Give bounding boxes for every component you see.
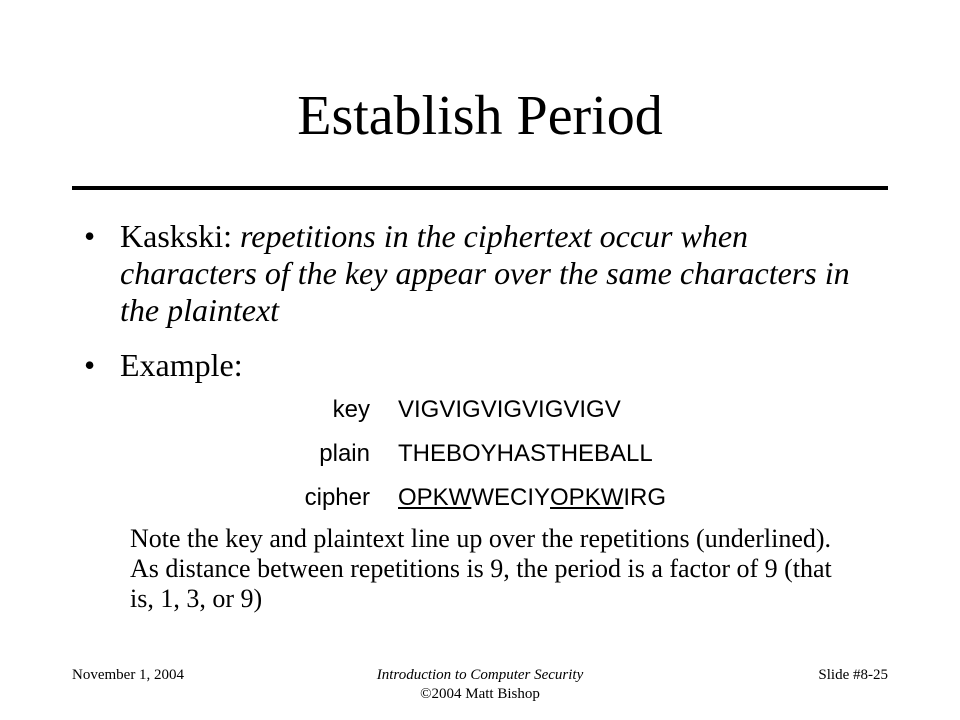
repetition-1: OPKW [398, 484, 472, 511]
bullet-body [120, 218, 860, 329]
cipher-segment: WECIY [471, 484, 551, 511]
slide-title: Establish Period [297, 85, 663, 147]
row-value [398, 484, 666, 512]
bullet-lead: Kaskski: [120, 218, 240, 254]
footer-course: Introduction to Computer Security [376, 667, 584, 683]
row-value: THEBOYHASTHEBALL [398, 440, 653, 467]
footer-date: November 1, 2004 [72, 667, 185, 683]
row-label: key [332, 396, 370, 423]
bullet-marker: • [84, 218, 96, 254]
cipher-segment: IRG [623, 484, 667, 511]
row-value: VIGVIGVIGVIGVIGV [398, 396, 621, 423]
note-text: Note the key and plaintext line up over the repetitions (underlined). As distance between repetitions is 9, the period is a factor of 9 (that is, 1, 3, or 9) [130, 524, 832, 613]
row-label: plain [319, 440, 370, 467]
footer-copyright: ©2004 Matt Bishop [420, 686, 540, 702]
footer-center [0, 666, 960, 704]
bullet-lead: Example: [120, 347, 243, 383]
bullet-marker: • [84, 347, 96, 383]
footer-slide-number: Slide #8-25 [818, 667, 888, 683]
repetition-2: OPKW [550, 484, 624, 511]
row-label: cipher [304, 484, 370, 511]
bullet-text: repetitions in the ciphertext occur when characters of the key appear over the same characters in the plaintext [120, 218, 850, 328]
title-divider [72, 186, 888, 190]
